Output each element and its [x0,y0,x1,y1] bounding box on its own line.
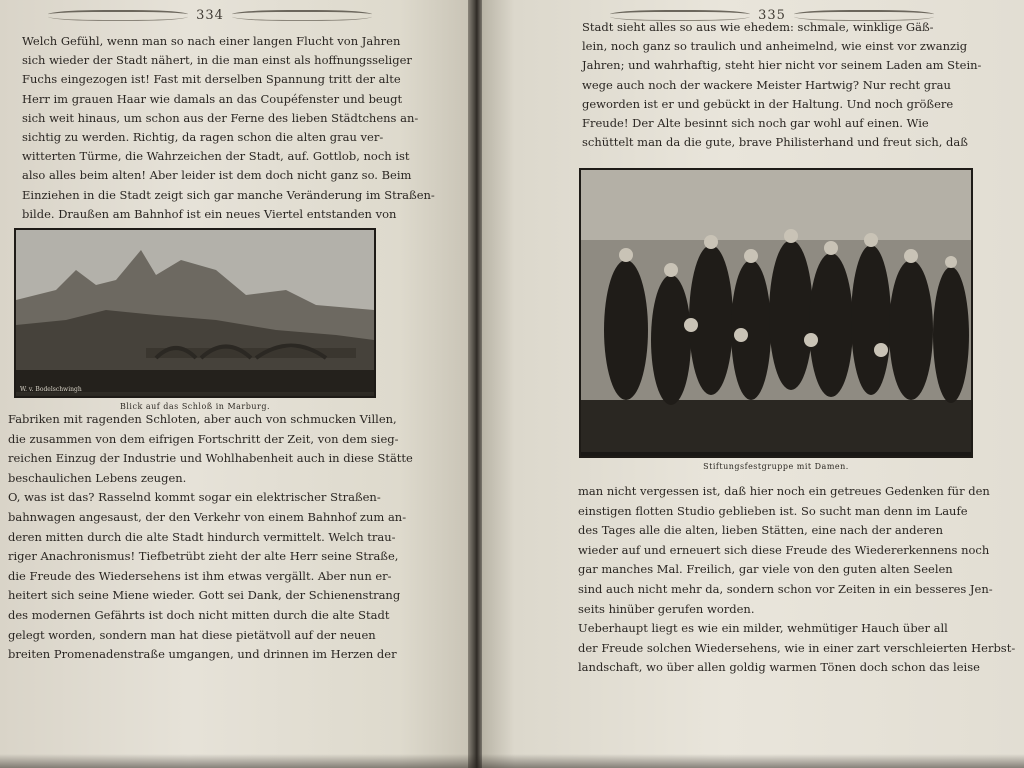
text-line: Ueberhaupt liegt es wie ein milder, wehmütiger Hauch über all [578,621,948,636]
left-text-top [22,32,435,224]
figure-caption: Stiftungsfestgruppe mit Damen. [703,462,849,471]
text-line: deren mitten durch die alte Stadt hindurch vermittelt. Welch trau- [8,529,396,544]
left-page-header [30,6,390,24]
text-line: Einziehen in die Stadt zeigt sich gar manche Veränderung im Straßen- [22,187,435,202]
text-line: Jahren; und wahrhaftig, steht hier nicht vor seinem Laden am Stein- [582,58,982,73]
text-line: bilde. Draußen am Bahnhof ist ein neues Viertel entstanden von [22,206,397,221]
text-line: sichtig zu werden. Richtig, da ragen schon die alten grau ver- [22,130,384,145]
text-line: des modernen Gefährts ist doch nicht mitten durch die alte Stadt [8,607,390,622]
text-line: heitert sich seine Miene wieder. Gott sei Dank, der Schienenstrang [8,588,401,603]
text-line: man nicht vergessen ist, daß hier noch ein getreues Gedenken für den [578,484,990,498]
group-portrait-illustration [581,170,971,452]
text-line: wege auch noch der wackere Meister Hartwig? Nur recht grau [582,77,951,92]
marburg-castle-photo [14,228,376,398]
group-photo-figure [579,168,973,471]
right-text-top [582,18,982,152]
left-page [0,0,470,768]
text-line: die Freude des Wiedersehens ist ihm etwas vergällt. Aber nun er- [8,568,392,583]
text-line: beschaulichen Lebens zeugen. [8,470,187,485]
text-line: wieder auf und erneuert sich diese Freude des Wiedererkennens noch [578,542,990,557]
text-line: des Tages alle die alten, lieben Stätten, eine nach der anderen [578,523,944,538]
text-line: also alles beim alten! Aber leider ist dem doch nicht ganz so. Beim [22,168,412,183]
text-line: seits hinüber gerufen worden. [578,601,755,616]
group-photo [579,168,973,458]
text-line: sich weit hinaus, um schon aus der Ferne des lieben Städtchens an- [22,110,419,125]
text-line: Freude! Der Alte besinnt sich noch gar wohl auf einen. Wie [582,116,929,131]
text-line: sind auch nicht mehr da, sondern schon vor Zeiten in ein besseres Jen- [578,581,993,596]
text-line: die zusammen von dem eifrigen Fortschritt der Zeit, von dem sieg- [8,431,399,446]
text-line: einstigen flotten Studio geblieben ist. So sucht man denn im Laufe [578,503,968,518]
text-line: bahnwagen angesaust, der den Verkehr von einem Bahnhof zum an- [8,509,407,524]
text-line: sich wieder der Stadt nähert, in die man einst als hoffnungsseliger [22,53,412,68]
text-line: schüttelt man da die gute, brave Philisterhand und freut sich, daß [582,135,968,150]
text-line: breiten Promenadenstraße umgangen, und drinnen im Herzen der [8,647,397,662]
text-line: lein, noch ganz so traulich und anheimelnd, wie einst vor zwanzig [582,39,968,54]
text-line: riger Anachronismus! Tiefbetrübt zieht der alte Herr seine Straße, [8,549,399,564]
text-line: gar manches Mal. Freilich, gar viele von den guten alten Seelen [578,562,953,577]
marburg-castle-figure [14,228,376,411]
text-line: Fuchs eingezogen ist! Fast mit derselben Spannung tritt der alte [22,72,401,87]
text-line: Welch Gefühl, wenn man so nach einer langen Flucht von Jahren [22,34,401,48]
text-line: witterten Türme, die Wahrzeichen der Stadt, auf. Gottlob, noch ist [22,149,410,164]
text-line: O, was ist das? Rasselnd kommt sogar ein elektrischer Straßen- [8,490,381,505]
left-text-bottom [8,410,413,665]
header-ornament-left [48,10,188,21]
text-line: landschaft, wo über allen goldig warmen Tönen doch schon das leise [578,660,980,675]
text-line: der Freude solchen Wiedersehens, wie in einer zart verschleierten Herbst- [578,640,1016,655]
text-line: gelegt worden, sondern man hat diese pietätvoll auf der neuen [8,627,376,642]
text-line: reichen Einzug der Industrie und Wohlhabenheit auch in diese Stätte [8,451,413,466]
right-page-number: 335 [758,7,786,23]
photo-credit: W. v. Bodelschwingh [20,386,82,393]
right-page [482,0,1024,768]
text-line: Fabriken mit ragenden Schloten, aber auch von schmucken Villen, [8,412,397,426]
castle-bridge-illustration [16,230,374,392]
text-line: geworden ist er und gebückt in der Haltung. Und noch größere [582,96,954,111]
right-text-bottom [578,482,1016,678]
figure-caption: Blick auf das Schloß in Marburg. [119,402,270,411]
header-ornament-right [232,10,372,21]
text-line: Stadt sieht alles so aus wie ehedem: schmale, winklige Gäß- [582,20,934,34]
page-bottom-shadow [0,754,1024,768]
left-page-number: 334 [196,7,224,23]
text-line: Herr im grauen Haar wie damals an das Coupéfenster und beugt [22,91,403,106]
